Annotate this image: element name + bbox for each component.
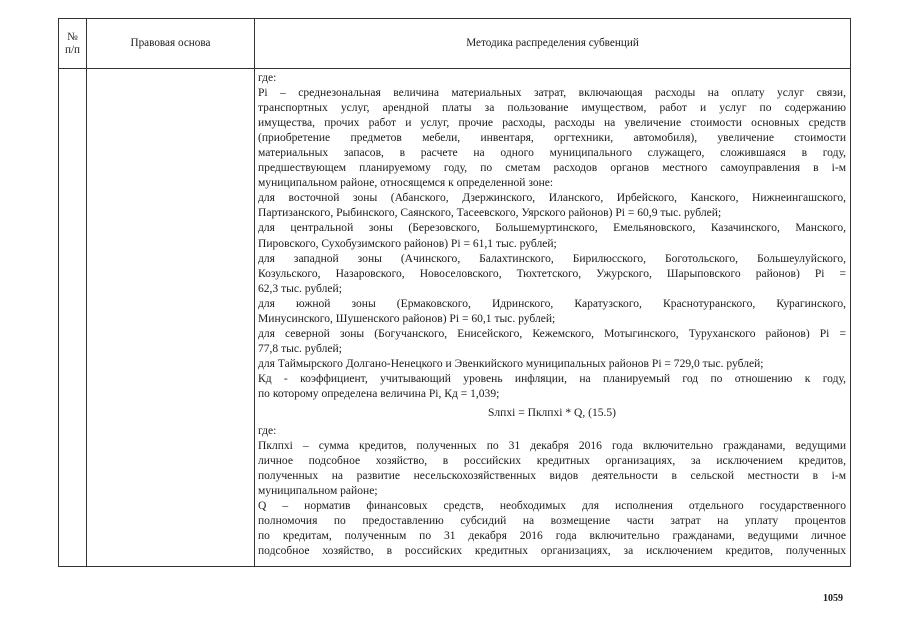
- text-line: по которому определена величина Pi, Кд = 1,039;: [258, 387, 500, 400]
- method-text-block-2: [258, 424, 846, 559]
- text-line: где:: [258, 425, 277, 438]
- text-line: муниципальном районе;: [258, 485, 378, 498]
- text-line: 77,8 тыс. рублей;: [258, 342, 342, 355]
- text-line: полномочия по предоставлению субсидий на возмещение части затрат на уплату процентов: [258, 515, 846, 528]
- text-line: для восточной зоны (Абанского, Дзержинского, Иланского, Ирбейского, Канского, Нижнеингашского,: [258, 192, 846, 205]
- table-body-row: [59, 69, 851, 567]
- text-line: для центральной зоны (Березовского, Большемуртинского, Емельяновского, Казачинского, Манского,: [258, 222, 846, 235]
- text-line: 62,3 тыс. рублей;: [258, 282, 342, 295]
- text-line: подсобное хозяйство, в российских кредитных организациях, за исключением кредитов, полученных: [258, 545, 846, 558]
- formula: Sлпxi = Пклпxi * Q, (15.5): [487, 407, 617, 420]
- text-line: Q – норматив финансовых средств, необходимых для исполнения отдельного государственного: [258, 500, 846, 513]
- text-line: для северной зоны (Богучанского, Енисейского, Кежемского, Мотыгинского, Туруханского районов) Pi =: [258, 327, 846, 340]
- header-number-line2: п/п: [64, 43, 81, 56]
- text-line: муниципальном районе, относящемся к определенной зоне:: [258, 177, 554, 190]
- text-line: Pi – среднезональная величина материальных затрат, включающая расходы на оплату услуг связи,: [258, 87, 846, 100]
- text-line: по кредитам, полученным по 31 декабря 2016 года включительно гражданами, ведущими личное: [258, 530, 846, 543]
- text-line: для южной зоны (Ермаковского, Идринского, Каратузского, Краснотуранского, Курагинского,: [258, 297, 846, 310]
- text-line: Кд - коэффициент, учитывающий уровень инфляции, на планируемый год по отношению к году,: [258, 372, 846, 385]
- page-number: 1059: [823, 593, 843, 604]
- text-line: Минусинского, Шушенского районов) Pi = 60,1 тыс. рублей;: [258, 312, 556, 325]
- text-line: предшествующем планируемому году, по сметам расходов органов местного самоуправления в i-м: [258, 162, 846, 175]
- text-line: полученных на развитие несельскохозяйственных видов деятельности в сельской местности в i-м: [258, 470, 846, 483]
- cell-legal-basis: [87, 69, 255, 567]
- text-line: Пклпxi – сумма кредитов, полученных по 31 декабря 2016 года включительно гражданами, ведущими: [258, 440, 846, 453]
- cell-method: [255, 69, 851, 567]
- text-line: Пировского, Сухобузимского районов) Pi = 61,1 тыс. рублей;: [258, 237, 557, 250]
- header-method: Методика распределения субвенций: [255, 19, 851, 69]
- text-line: транспортных услуг, арендной платы за пользование имуществом, работ и услуг по содержанию: [258, 102, 846, 115]
- cell-number: [59, 69, 87, 567]
- text-line: для Таймырского Долгано-Ненецкого и Эвенкийского муниципальных районов Pi = 729,0 тыс. рублей;: [258, 357, 764, 370]
- text-line: личное подсобное хозяйство, в российских кредитных организациях, за исключением кредитов,: [258, 455, 846, 468]
- table-header-row: [59, 19, 851, 69]
- text-line: для западной зоны (Ачинского, Балахтинского, Бирилюсского, Боготольского, Большеулуйского,: [258, 252, 846, 265]
- header-legal-basis: Правовая основа: [87, 19, 255, 69]
- text-line: материальных запасов, в расчете на одного муниципального служащего, сложившаяся в году,: [258, 147, 846, 160]
- header-number: [59, 19, 87, 69]
- document-table: [58, 18, 851, 567]
- header-number-line1: №: [67, 30, 78, 43]
- text-line: имущества, прочих работ и услуг, прочие расходы, расходы на увеличение стоимости основных средств: [258, 117, 846, 130]
- text-line: Партизанского, Рыбинского, Саянского, Тасеевского, Уярского районов) Pi = 60,9 тыс. рублей;: [258, 207, 722, 220]
- method-text-block-1: [258, 71, 846, 402]
- text-line: Козульского, Назаровского, Новоселовского, Тюхтетского, Ужурского, Шарыповского районов) Pi =: [258, 267, 846, 280]
- text-line: где:: [258, 72, 277, 84]
- text-line: (приобретение предметов мебели, инвентаря, оргтехники, автомобиля), увеличение стоимости: [258, 132, 846, 145]
